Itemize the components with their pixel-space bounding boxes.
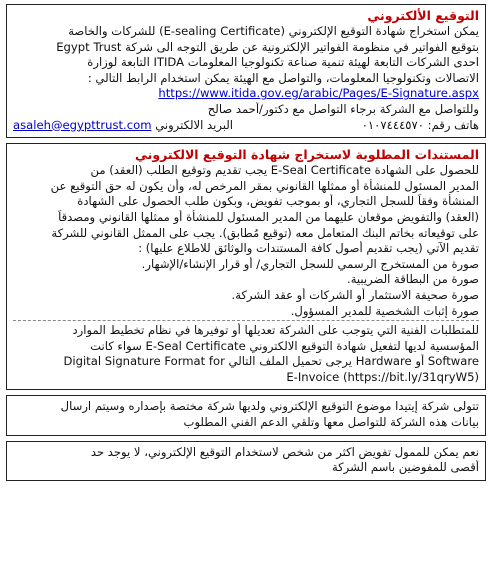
- requirements-line: للمتطلبات الفنية التي يتوجب على الشركة تعديلها أو توفيرها في نظام تخطيط الموارد: [72, 323, 479, 338]
- requirements-line: Software أو Hardware يرجى تحميل الملف التالي Digital Signature Format for: [63, 354, 479, 369]
- email-link[interactable]: asaleh@egypttrust.com: [13, 117, 152, 132]
- document-item: صورة من المستخرج الرسمي للسجل التجاري/ أو قرار الإنشاء/الإشهار.: [141, 256, 479, 271]
- phone-label: هاتف رقم:: [427, 117, 479, 132]
- section-title: المستندات المطلوبة لاستخراج شهادة التوقيع الالكتروني: [135, 147, 479, 163]
- paragraph-line: المدير المسئول للمنشأة أو ممثلها القانوني بمقر المرخص له، وأن يكون له حق التوقيع عن: [50, 178, 479, 193]
- itida-note-section: [6, 395, 486, 435]
- e-signature-section: [6, 4, 486, 138]
- document: [6, 4, 486, 486]
- paragraph-line: احدى الشركات التابعة لهيئة تنمية صناعة تكنولوجيا المعلومات ITIDA التابعة لوزارة: [87, 55, 479, 70]
- requirements-line: المؤسسية لديها لتفعيل شهادة التوقيع الالكتروني E-Seal Certificate سواء كانت: [90, 338, 479, 353]
- document-item: صورة صحيفة الاستثمار أو الشركات أو عقد الشركة.: [231, 287, 479, 302]
- paragraph-line: يمكن استخراج شهادة التوقيع الإلكتروني (E-sealing Certificate) للشركات والخاصة: [68, 24, 479, 38]
- paragraph-line: للحصول على الشهادة E-Seal Certificate يجب تقديم وتوقيع الطلب (العقد) من: [90, 163, 479, 178]
- paragraph-line: المنشأة وفقاً للسجل التجاري، أو بموجب تفويض، وبكون طلب الحصول على الشهادة: [77, 194, 479, 209]
- paragraph-line: أقصى للمفوضين باسم الشركة: [331, 460, 479, 475]
- paragraph-line: نعم يمكن للممول تفويض اكثر من شخص لاستخدام التوقيع الإلكتروني، لا يوجد حد: [90, 444, 479, 459]
- paragraph-line: (العقد) والتفويض موقعان عليهما من المدير المسئول للمنشأة أو ممثلها القانوني ومصدقاً: [58, 209, 479, 224]
- paragraph-line: تقديم الآتي (يجب تقديم أصول كافة المستندات والوثائق للاطلاع عليها) :: [138, 241, 479, 256]
- email-label: البريد الالكتروني: [155, 117, 233, 132]
- paragraph-line: بتوقيع الفواتير في منظومة الفواتير الإلكترونية عن طريق التوجه الى شركة Egypt Trust: [56, 39, 479, 54]
- itida-link[interactable]: https://www.itida.gov.eg/arabic/Pages/E-Signature.aspx: [158, 86, 479, 101]
- document-item: صورة إثبات الشخصية للمدير المسؤول.: [290, 303, 479, 318]
- document-item: صورة من البطاقة الضريبية.: [347, 272, 479, 287]
- required-documents-section: [6, 143, 486, 390]
- divider: [13, 320, 479, 321]
- section-title: التوقيع الألكتروني: [367, 8, 479, 23]
- contact-line: وللتواصل مع الشركة برجاء التواصل مع دكتور/أحمد صالح: [207, 101, 479, 116]
- phone-number: ٠١٠٧٤٤٤٥٧٠: [361, 117, 424, 132]
- paragraph-line: الاتصالات وتكنولوجيا المعلومات، والتواصل مع الهيئة يمكن استخدام الرابط التالي :: [87, 70, 479, 85]
- contact-details: [13, 118, 479, 134]
- delegation-section: [6, 441, 486, 481]
- paragraph-line: بيانات هذه الشركة للتواصل معها وتلقي الدعم الفني المطلوب: [183, 415, 479, 430]
- requirements-link-line[interactable]: E-Invoice (https://bit.ly/31qryW5): [286, 369, 479, 384]
- paragraph-line: على توقيعاته بخاتم البنك المتعامل معه (توقيع مُطابق). يجب على الممثل القانوني للشركة: [51, 225, 479, 240]
- paragraph-line: تتولى شركة إيتيدا موضوع التوقيع الإلكتروني ولديها شركة مختصة بإصداره وسيتم ارسال: [60, 399, 479, 414]
